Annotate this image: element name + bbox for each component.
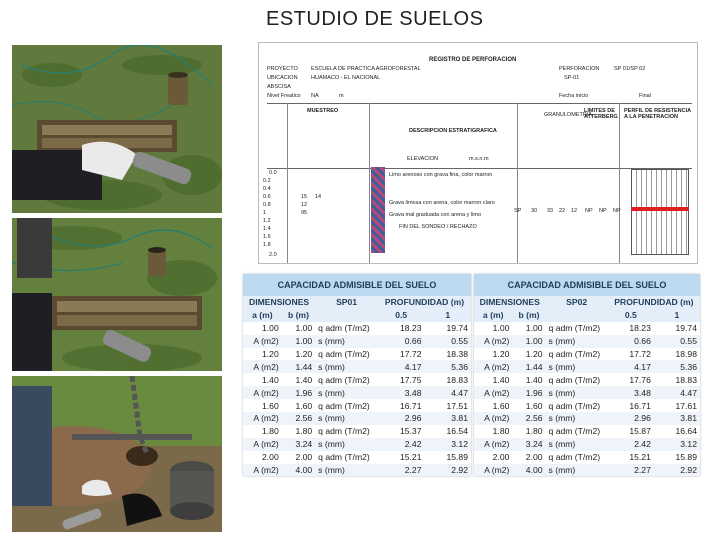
layer3-desc: Grava mal graduada con arena y limo	[389, 212, 482, 218]
dimension-cell: 1.80	[492, 426, 510, 437]
value-depth2-cell: 4.47	[424, 386, 471, 399]
table-row	[474, 464, 700, 477]
b-cell: 1.40	[525, 374, 543, 385]
dimension-cell: A (m2)	[474, 386, 512, 399]
b-cell: 1.44	[512, 360, 545, 373]
dimension-cell: 1.40	[492, 374, 510, 385]
value-depth2-cell: 4.47	[654, 386, 700, 399]
b-cell: 4.00	[282, 464, 315, 477]
table-row	[243, 464, 471, 477]
depth-9: 1.8	[263, 242, 271, 248]
dimension-cell: 1.20	[492, 349, 510, 359]
b-cell: 3.24	[512, 438, 545, 451]
table-row	[243, 399, 471, 412]
value-depth1-cell: 0.66	[378, 335, 425, 348]
parameter-cell: q adm (T/m2)	[318, 400, 370, 411]
blow-3: 95	[301, 210, 308, 216]
table-row	[243, 412, 471, 425]
table-title: CAPACIDAD ADMISIBLE DEL SUELO	[474, 274, 700, 296]
value-depth2-cell: 18.83	[446, 374, 468, 385]
table-row	[474, 438, 700, 451]
photo-soil-sample-tube	[12, 45, 222, 213]
log-fecha-label: Fecha inicio	[559, 93, 589, 99]
parameter-cell: s (mm)	[546, 412, 608, 425]
prop-4: 12	[571, 208, 578, 214]
table-row	[474, 451, 700, 464]
b-cell: 2.56	[512, 412, 545, 425]
dimension-cell: 1.00	[262, 323, 279, 334]
parameter-cell: s (mm)	[315, 386, 378, 399]
sp-header: SP02	[546, 296, 608, 309]
value-depth1-cell: 17.76	[629, 374, 651, 385]
capacity-table-sp01	[243, 274, 471, 476]
value-depth1-cell: 17.72	[629, 349, 651, 359]
parameter-cell: s (mm)	[315, 438, 378, 451]
value-depth1-cell: 15.21	[399, 452, 422, 463]
perforation-log	[258, 42, 698, 264]
parameter-cell: s (mm)	[546, 386, 608, 399]
log-elevacion-value: m.s.n.m	[469, 156, 489, 162]
b-cell: 1.40	[295, 374, 313, 385]
value-depth1-cell: 2.42	[378, 438, 425, 451]
dimension-cell: 1.40	[262, 374, 279, 385]
log-nivel-unit: m	[339, 93, 344, 99]
parameter-cell: q adm (T/m2)	[318, 374, 370, 385]
b-cell: 4.00	[512, 464, 545, 477]
value-depth1-cell: 15.21	[629, 452, 651, 463]
depth2-header: 1	[654, 309, 700, 322]
value-depth1-cell: 2.27	[608, 464, 654, 477]
value-depth2-cell: 17.51	[446, 400, 468, 411]
b-cell: 1.96	[282, 386, 315, 399]
dimension-cell: A (m2)	[474, 360, 512, 373]
b-cell: 1.60	[295, 400, 313, 411]
value-depth2-cell: 19.74	[675, 323, 697, 334]
prop-2: 33	[547, 208, 554, 214]
table-row	[243, 425, 471, 438]
capacity-table-sp02	[474, 274, 700, 476]
b-cell: 1.44	[282, 360, 315, 373]
parameter-cell: s (mm)	[546, 360, 608, 373]
value-depth1-cell: 18.23	[629, 323, 651, 334]
table-row	[243, 335, 471, 348]
penetration-graph	[631, 169, 689, 255]
prop-5: NP	[585, 208, 593, 214]
value-depth2-cell: 2.92	[654, 464, 700, 477]
table-row	[474, 360, 700, 373]
log-proyecto-value: ESCUELA DE PRACTICA AGROFORESTAL	[311, 66, 421, 72]
parameter-cell: q adm (T/m2)	[548, 452, 601, 463]
value-depth1-cell: 16.71	[399, 400, 422, 411]
depth-0: 0.0	[269, 170, 277, 176]
table-row	[243, 451, 471, 464]
value-depth2-cell: 17.61	[675, 400, 697, 411]
depth1-header: 0.5	[608, 309, 654, 322]
table-row	[243, 386, 471, 399]
dimension-cell: A (m2)	[243, 335, 282, 348]
depth-8: 1.6	[263, 234, 271, 240]
value-depth1-cell: 17.75	[399, 374, 422, 385]
log-perforacion-value: SP-01	[564, 75, 580, 81]
log-perfil-label: PERFIL DE RESISTENCIA A LA PENETRACION	[624, 108, 691, 120]
table-row	[243, 373, 471, 386]
parameter-cell: q adm (T/m2)	[548, 323, 601, 334]
dimension-cell: A (m2)	[474, 412, 512, 425]
table-row	[474, 386, 700, 399]
dimension-cell: 1.80	[262, 426, 279, 437]
value-depth2-cell: 5.36	[424, 360, 471, 373]
log-perforacion-label: PERFORACION	[559, 66, 600, 72]
depth-7: 1.4	[263, 226, 271, 232]
value-depth2-cell: 18.98	[675, 349, 697, 359]
value-depth2-cell: 3.81	[654, 412, 700, 425]
dimension-cell: A (m2)	[243, 386, 282, 399]
log-limites-label: LIMITES DE ATTERBERG	[584, 108, 618, 120]
parameter-cell: s (mm)	[546, 464, 608, 477]
dimension-cell: A (m2)	[243, 412, 282, 425]
table-row	[243, 360, 471, 373]
photo-spt-hammer	[12, 376, 222, 532]
log-nivel-label: Nivel Freatico	[267, 93, 301, 99]
value-depth2-cell: 0.55	[654, 335, 700, 348]
depth1-header: 0.5	[378, 309, 425, 322]
dimensiones-header: DIMENSIONES	[474, 296, 546, 309]
value-depth1-cell: 2.27	[378, 464, 425, 477]
value-depth1-cell: 18.23	[399, 323, 422, 334]
value-depth2-cell: 5.36	[654, 360, 700, 373]
layer2-desc: Grava limosa con arena, color marron claro	[389, 200, 495, 206]
value-depth1-cell: 2.96	[378, 412, 425, 425]
b-header: b (m)	[512, 309, 545, 322]
value-depth1-cell: 16.71	[629, 400, 651, 411]
value-depth2-cell: 0.55	[424, 335, 471, 348]
dimension-cell: A (m2)	[474, 438, 512, 451]
depth-6: 1.2	[263, 218, 271, 224]
log-sondeo-label: SP 01/SP 02	[614, 66, 646, 72]
strata-column	[371, 167, 385, 253]
table-row	[474, 322, 700, 335]
parameter-cell: s (mm)	[315, 412, 378, 425]
depth-3: 0.6	[263, 194, 271, 200]
depth-2: 0.4	[263, 186, 271, 192]
log-muestreo-label: MUESTREO	[307, 108, 339, 114]
value-depth1-cell: 4.17	[608, 360, 654, 373]
prop-6: NP	[599, 208, 607, 214]
dimension-cell: A (m2)	[474, 464, 512, 477]
value-depth2-cell: 3.12	[424, 438, 471, 451]
penetration-marker	[631, 207, 689, 211]
b-cell: 1.80	[525, 426, 543, 437]
b-cell: 1.20	[525, 349, 543, 359]
table-row	[474, 348, 700, 361]
table-title: CAPACIDAD ADMISIBLE DEL SUELO	[243, 274, 471, 296]
b-cell: 1.96	[512, 386, 545, 399]
b-cell: 3.24	[282, 438, 315, 451]
dimension-cell: 2.00	[262, 452, 279, 463]
value-depth1-cell: 17.72	[399, 349, 422, 359]
parameter-cell: q adm (T/m2)	[548, 400, 601, 411]
parameter-cell: s (mm)	[315, 360, 378, 373]
dimension-cell: 1.00	[492, 323, 510, 334]
parameter-cell: s (mm)	[546, 335, 608, 348]
b-cell: 1.60	[525, 400, 543, 411]
prop-3: 22	[559, 208, 566, 214]
depth-5: 1	[263, 210, 267, 216]
log-elevacion-label: ELEVACION	[407, 156, 439, 162]
log-descripcion-label: DESCRIPCION ESTRATIGRAFICA	[409, 128, 497, 134]
value-depth1-cell: 4.17	[378, 360, 425, 373]
parameter-cell: s (mm)	[546, 438, 608, 451]
b-cell: 1.00	[282, 335, 315, 348]
log-title: REGISTRO DE PERFORACION	[429, 57, 517, 63]
table-row	[474, 412, 700, 425]
blow-0: 15	[301, 194, 308, 200]
value-depth2-cell: 18.83	[675, 374, 697, 385]
profundidad-header: PROFUNDIDAD (m)	[378, 296, 471, 309]
value-depth2-cell: 2.92	[424, 464, 471, 477]
log-proyecto-label: PROYECTO	[267, 66, 298, 72]
value-depth2-cell: 15.89	[446, 452, 468, 463]
value-depth2-cell: 16.54	[446, 426, 468, 437]
b-cell: 1.80	[295, 426, 313, 437]
table-row	[474, 399, 700, 412]
value-depth2-cell: 15.89	[675, 452, 697, 463]
parameter-cell: q adm (T/m2)	[548, 426, 601, 437]
profundidad-header: PROFUNDIDAD (m)	[608, 296, 700, 309]
b-cell: 2.00	[525, 452, 543, 463]
value-depth2-cell: 3.12	[654, 438, 700, 451]
table-row	[243, 438, 471, 451]
dimension-cell: 2.00	[492, 452, 510, 463]
blow-2: 12	[301, 202, 308, 208]
log-ubicacion-label: UBICACION	[267, 75, 298, 81]
value-depth1-cell: 3.48	[378, 386, 425, 399]
depth2-header: 1	[424, 309, 471, 322]
prop-1: 30	[531, 208, 538, 214]
value-depth1-cell: 0.66	[608, 335, 654, 348]
log-granulometria-label: GRANULOMETRIA	[544, 112, 592, 118]
value-depth1-cell: 15.37	[399, 426, 422, 437]
parameter-cell: q adm (T/m2)	[548, 374, 601, 385]
slide-title: ESTUDIO DE SUELOS	[266, 8, 484, 30]
dimension-cell: 1.60	[492, 400, 510, 411]
value-depth1-cell: 2.42	[608, 438, 654, 451]
fin-label: FIN DEL SONDEO / RECHAZO	[399, 224, 477, 230]
value-depth2-cell: 18.38	[446, 349, 468, 359]
table-row	[243, 348, 471, 361]
parameter-cell: q adm (T/m2)	[318, 323, 370, 334]
value-depth2-cell: 3.81	[424, 412, 471, 425]
value-depth2-cell: 16.64	[675, 426, 697, 437]
dimension-cell: 1.20	[262, 349, 279, 359]
depth-1: 0.2	[263, 178, 271, 184]
parameter-cell: s (mm)	[315, 335, 378, 348]
parameter-cell: q adm (T/m2)	[318, 426, 370, 437]
value-depth1-cell: 3.48	[608, 386, 654, 399]
log-nivel-value: NA	[311, 93, 319, 99]
b-cell: 1.00	[295, 323, 313, 334]
value-depth1-cell: 2.96	[608, 412, 654, 425]
table-row	[474, 425, 700, 438]
table-row	[474, 335, 700, 348]
log-abscisa-label: ABSCISA	[267, 84, 291, 90]
a-header: a (m)	[474, 309, 512, 322]
b-header: b (m)	[282, 309, 315, 322]
table-row	[474, 373, 700, 386]
b-cell: 2.56	[282, 412, 315, 425]
parameter-cell: q adm (T/m2)	[548, 349, 601, 359]
b-cell: 1.00	[525, 323, 543, 334]
blow-1: 14	[315, 194, 322, 200]
parameter-cell: q adm (T/m2)	[318, 349, 370, 359]
prop-7: NP	[613, 208, 621, 214]
value-depth1-cell: 15.87	[629, 426, 651, 437]
dimensiones-header: DIMENSIONES	[243, 296, 315, 309]
sp-header: SP01	[315, 296, 378, 309]
log-ubicacion-value: HUAMACO - EL NACIONAL	[311, 75, 381, 81]
b-cell: 2.00	[295, 452, 313, 463]
dimension-cell: 1.60	[262, 400, 279, 411]
b-cell: 1.20	[295, 349, 313, 359]
log-final-label: Final	[639, 93, 651, 99]
dimension-cell: A (m2)	[474, 335, 512, 348]
depth-10: 2.0	[269, 252, 277, 258]
dimension-cell: A (m2)	[243, 438, 282, 451]
b-cell: 1.00	[512, 335, 545, 348]
a-header: a (m)	[243, 309, 282, 322]
parameter-cell: s (mm)	[315, 464, 378, 477]
dimension-cell: A (m2)	[243, 464, 282, 477]
layer1-desc: Limo arenoso con grava fina, color marron	[389, 172, 493, 178]
dimension-cell: A (m2)	[243, 360, 282, 373]
table-row	[243, 322, 471, 335]
prop-0: SP	[514, 208, 522, 214]
value-depth2-cell: 19.74	[446, 323, 468, 334]
depth-4: 0.8	[263, 202, 271, 208]
photo-sample-extraction	[12, 218, 222, 371]
parameter-cell: q adm (T/m2)	[318, 452, 370, 463]
